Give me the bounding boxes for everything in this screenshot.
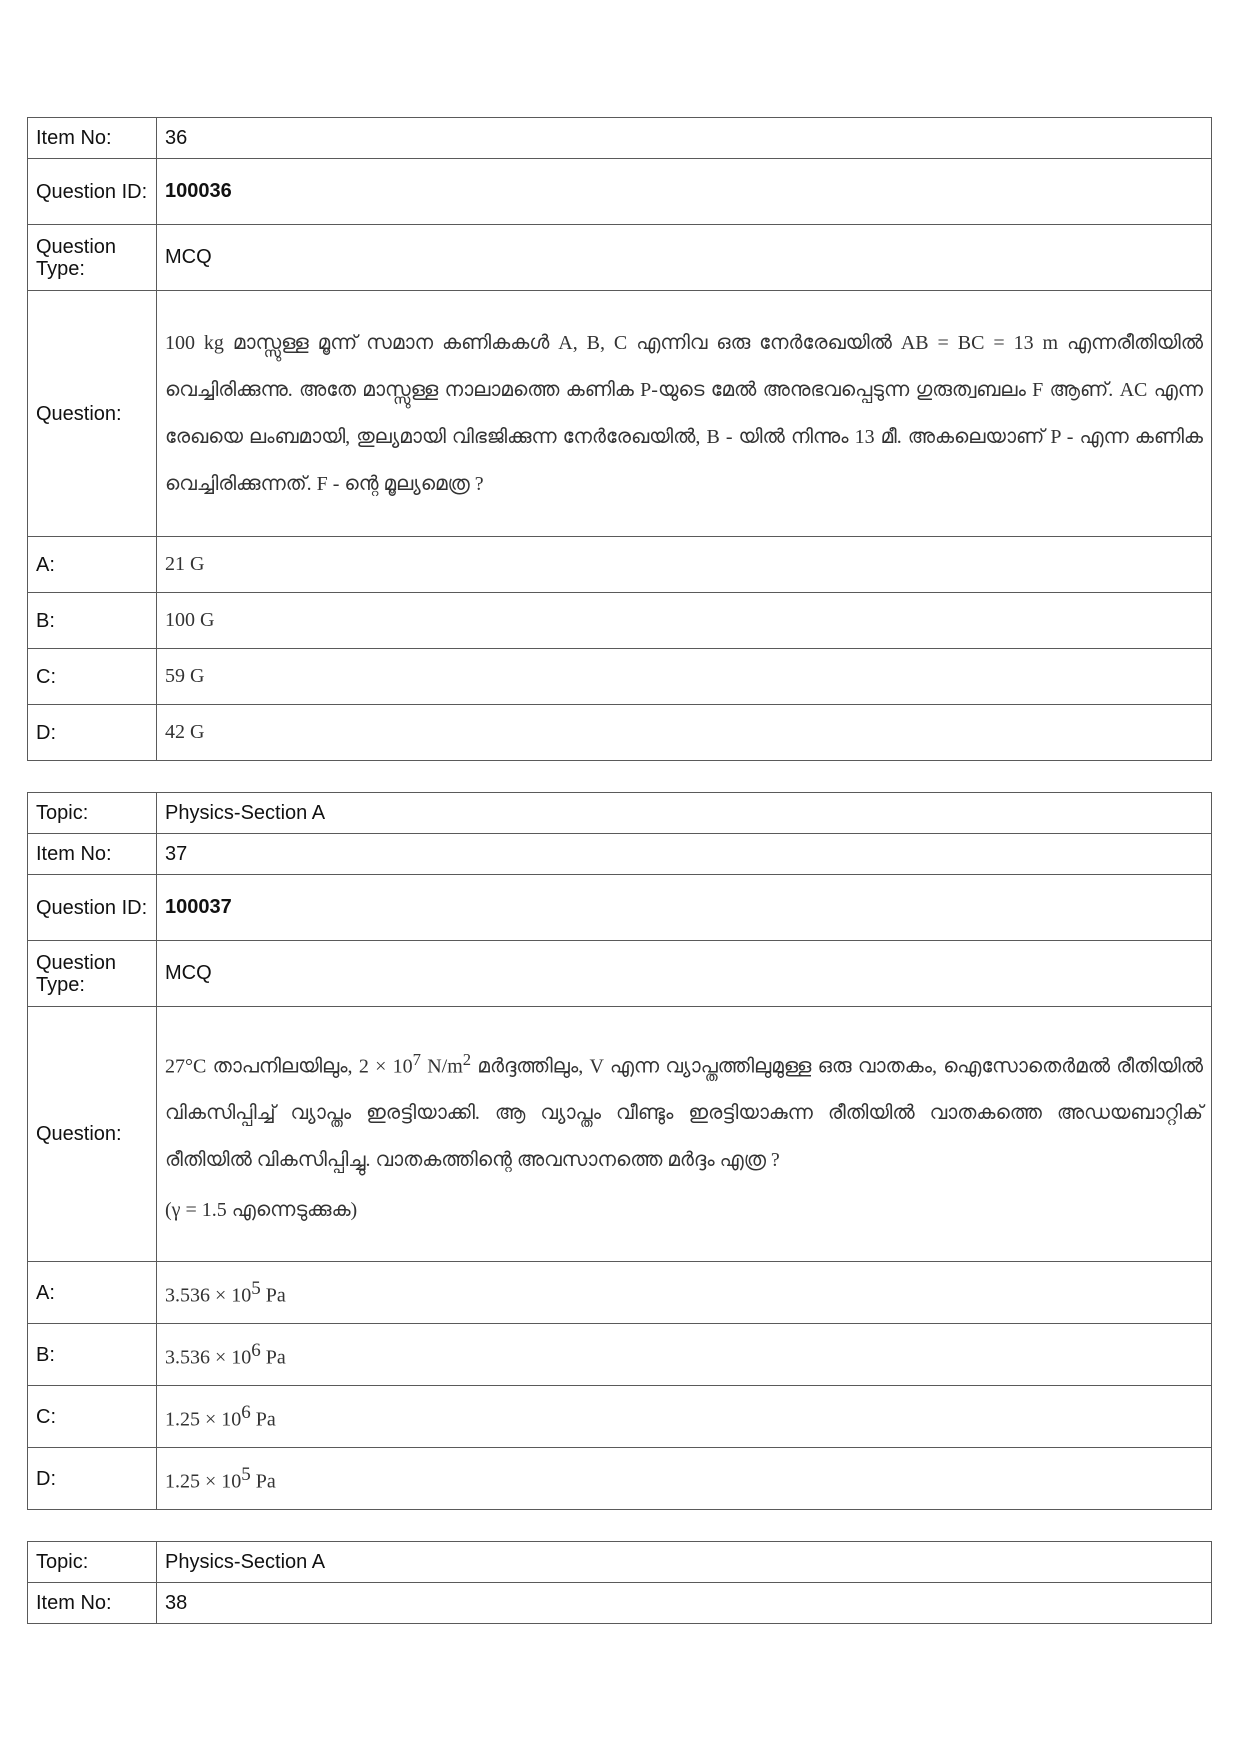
option-b-unit: Pa <box>260 1346 286 1369</box>
question-id-value: 100037 <box>157 875 1212 941</box>
option-row-c <box>28 649 1212 705</box>
option-d-text <box>157 1448 1212 1510</box>
unit-exponent: 2 <box>462 1049 472 1069</box>
question-text-start: 27°C താപനിലയിലും, 2 × 10 <box>165 1055 413 1078</box>
option-b-label: B: <box>28 593 157 649</box>
question-body <box>165 1036 1203 1185</box>
question-note: (γ = 1.5 എന്നെടുക്കുക) <box>165 1199 358 1222</box>
option-row-d <box>28 705 1212 761</box>
question-id-label: Question ID: <box>28 875 157 941</box>
item-no-value: 36 <box>157 118 1212 159</box>
question-id-row <box>28 159 1212 225</box>
option-row-c <box>28 1386 1212 1448</box>
option-c-exponent: 6 <box>241 1401 251 1423</box>
question-type-value: MCQ <box>157 941 1212 1007</box>
option-a-text <box>157 1262 1212 1324</box>
question-id-row <box>28 875 1212 941</box>
option-d-label: D: <box>28 1448 157 1510</box>
item-no-row <box>28 834 1212 875</box>
item-no-row <box>28 118 1212 159</box>
option-d-unit: Pa <box>250 1470 276 1493</box>
question-table-38 <box>27 1541 1212 1624</box>
item-no-row <box>28 1583 1212 1624</box>
question-text: 100 kg മാസ്സുള്ള മൂന്ന് സമാന കണികകൾ A, B, C എന്നിവ ഒരു നേർരേഖയിൽ AB = BC = 13 m എന്നരീതിയിൽ വെച്ചിരിക്കുന്നു. അതേ മാസ്സുള്ള നാലാമത്തെ കണിക P-യുടെ മേൽ അനുഭവപ്പെടുന്ന ഗുരുത്വബലം F ആണ്. AC എന്ന രേഖയെ ലംബമായി, തുല്യമായി വിഭജിക്കുന്ന നേർരേഖയിൽ, B - യിൽ നിന്നും 13 മീ. അകലെയാണ് P - എന്ന കണിക വെച്ചിരിക്കുന്നത്. F - ന്റെ മൂല്യമെത്ര ? <box>157 291 1212 537</box>
option-b-text: 100 G <box>157 593 1212 649</box>
question-label: Question: <box>28 1007 157 1262</box>
item-no-label: Item No: <box>28 834 157 875</box>
question-id-value: 100036 <box>157 159 1212 225</box>
option-d-mantissa: 1.25 × 10 <box>165 1470 242 1493</box>
question-id-label: Question ID: <box>28 159 157 225</box>
option-d-exponent: 5 <box>241 1463 251 1485</box>
topic-label: Topic: <box>28 1542 157 1583</box>
option-b-label: B: <box>28 1324 157 1386</box>
option-a-label: A: <box>28 537 157 593</box>
pressure-unit: N/m <box>420 1055 463 1078</box>
topic-row <box>28 1542 1212 1583</box>
option-d-label: D: <box>28 705 157 761</box>
option-c-text: 59 G <box>157 649 1212 705</box>
question-type-value: MCQ <box>157 225 1212 291</box>
option-b-mantissa: 3.536 × 10 <box>165 1346 252 1369</box>
option-c-mantissa: 1.25 × 10 <box>165 1408 242 1431</box>
question-type-row <box>28 941 1212 1007</box>
option-row-d <box>28 1448 1212 1510</box>
option-row-a <box>28 1262 1212 1324</box>
question-type-row <box>28 225 1212 291</box>
question-table-36 <box>27 117 1212 761</box>
option-b-text <box>157 1324 1212 1386</box>
question-text-rest: മർദ്ദത്തിലും, V എന്ന വ്യാപ്തത്തിലുമുള്ള ഒരു വാതകം, ഐസോതെർമൽ രീതിയിൽ വികസിപ്പിച്ച് വ്യാപ്തം ഇരട്ടിയാക്കി. ആ വ്യാപ്തം വീണ്ടും ഇരട്ടിയാകുന്ന രീതിയിൽ വാതകത്തെ അഡയബാറ്റിക് രീതിയിൽ വികസിപ്പിച്ചു. വാതകത്തിന്റെ അവസാനത്തെ മർദ്ദം എത്ര ? <box>165 1055 1204 1172</box>
option-a-exponent: 5 <box>251 1277 261 1299</box>
option-a-label: A: <box>28 1262 157 1324</box>
option-a-mantissa: 3.536 × 10 <box>165 1284 252 1307</box>
option-c-label: C: <box>28 649 157 705</box>
option-row-a <box>28 537 1212 593</box>
option-a-unit: Pa <box>260 1284 286 1307</box>
question-row <box>28 1007 1212 1262</box>
option-row-b <box>28 593 1212 649</box>
topic-row <box>28 793 1212 834</box>
option-c-label: C: <box>28 1386 157 1448</box>
item-no-label: Item No: <box>28 1583 157 1624</box>
item-no-value: 37 <box>157 834 1212 875</box>
question-row <box>28 291 1212 537</box>
question-type-label: Question Type: <box>28 225 157 291</box>
item-no-label: Item No: <box>28 118 157 159</box>
topic-label: Topic: <box>28 793 157 834</box>
topic-value: Physics-Section A <box>157 1542 1212 1583</box>
option-a-text: 21 G <box>157 537 1212 593</box>
option-d-text: 42 G <box>157 705 1212 761</box>
question-text <box>157 1007 1212 1262</box>
question-type-label: Question Type: <box>28 941 157 1007</box>
option-row-b <box>28 1324 1212 1386</box>
option-c-unit: Pa <box>250 1408 276 1431</box>
topic-value: Physics-Section A <box>157 793 1212 834</box>
item-no-value: 38 <box>157 1583 1212 1624</box>
option-c-text <box>157 1386 1212 1448</box>
question-table-37 <box>27 792 1212 1510</box>
pressure-exponent: 7 <box>412 1049 421 1069</box>
question-label: Question: <box>28 291 157 537</box>
option-b-exponent: 6 <box>251 1339 261 1361</box>
